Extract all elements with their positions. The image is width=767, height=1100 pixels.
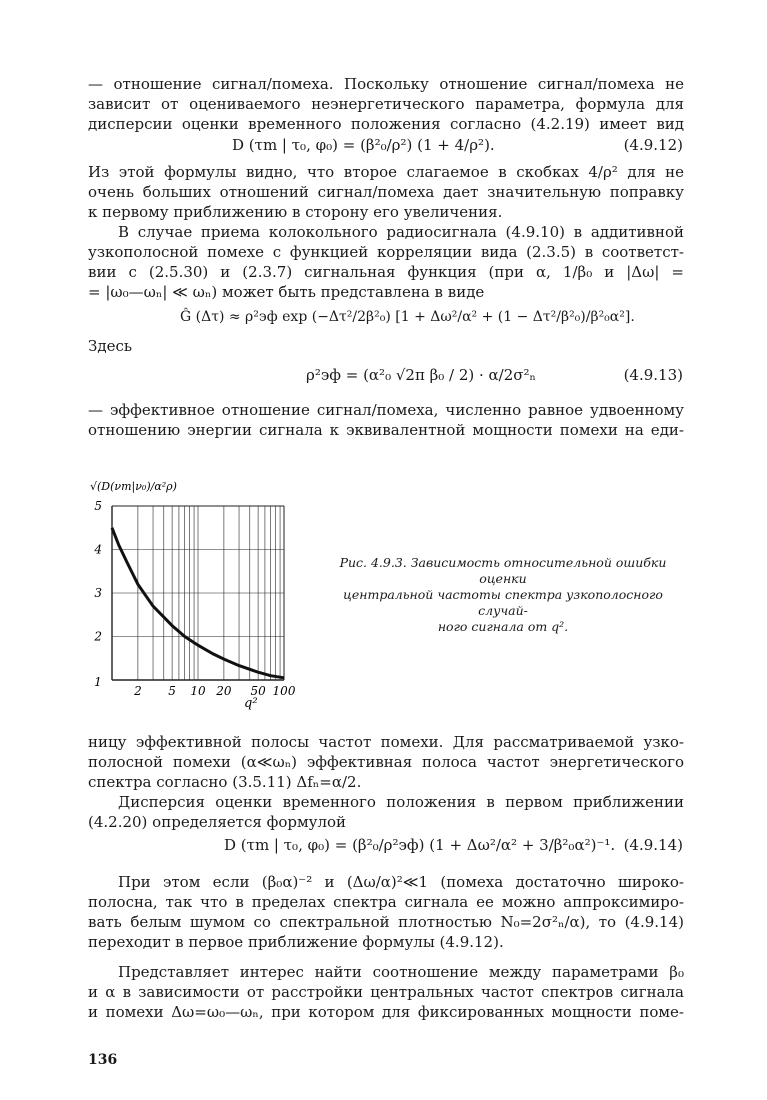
x-axis-label: q²	[244, 696, 258, 711]
x-tick-label: 10	[190, 684, 206, 698]
text-line: и помехи Δω=ω₀—ωₙ, при котором для фиксированных мощности поме-	[88, 1003, 684, 1021]
x-tick-label: 50	[250, 684, 266, 698]
formula-signal-function: Ĝ (Δτ) ≈ ρ²эф exp (−Δτ²/2β²₀) [1 + Δω²/α² + (1 − Δτ²/β²₀)/β²₀α²].	[180, 309, 635, 325]
text-line: — эффективное отношение сигнал/помеха, численно равное удвоенному	[88, 401, 684, 419]
formula-4-9-14: D (τm | τ₀, φ₀) = (β²₀/ρ²эф) (1 + Δω²/α² + 3/β²₀α²)⁻¹.	[224, 836, 616, 854]
x-tick-label: 20	[216, 684, 232, 698]
text-line: Представляет интерес найти соотношение между параметрами β₀	[118, 963, 684, 981]
text-line: переходит в первое приближение формулы (4.9.12).	[88, 933, 504, 951]
text-line: зависит от оцениваемого неэнергетического параметра, формула для	[88, 95, 684, 113]
text-line: вии с (2.5.30) и (2.3.7) сигнальная функция (при α, 1/β₀ и |Δω| =	[88, 263, 684, 281]
text-line: полосна, так что в пределах спектра сигнала ее можно аппроксимиро-	[88, 893, 684, 911]
x-origin-label: 1	[94, 675, 102, 689]
text-line: дисперсии оценки временного положения согласно (4.2.19) имеет вид	[88, 115, 684, 133]
figure-caption	[322, 555, 684, 635]
text-line: и α в зависимости от расстройки центральных частот спектров сигнала	[88, 983, 684, 1001]
caption-line: Рис. 4.9.3. Зависимость относительной ошибки оценки	[339, 555, 667, 586]
x-tick-label: 5	[168, 684, 176, 698]
formula-4-9-13: ρ²эф = (α²₀ √2π β₀ / 2) · α/2σ²ₙ	[306, 366, 537, 384]
text-line: (4.2.20) определяется формулой	[88, 813, 347, 831]
text-line: узкополосной помехе с функцией корреляции вида (2.3.5) в соответст-	[88, 243, 684, 261]
x-tick-label: 100	[272, 684, 296, 698]
text-line: — отношение сигнал/помеха. Поскольку отношение сигнал/помеха не	[88, 75, 684, 93]
equation-number: (4.9.13)	[623, 366, 683, 384]
text-line: Дисперсия оценки временного положения в первом приближении	[118, 793, 684, 811]
y-tick-label: 5	[94, 499, 102, 513]
text-word: Здесь	[88, 337, 133, 355]
x-tick-label: 2	[134, 684, 142, 698]
caption-line: ного сигнала от q².	[437, 619, 569, 634]
y-axis-label: √(D(νm|ν₀)/α²ρ)	[90, 480, 177, 493]
text-line: очень больших отношений сигнал/помеха дает значительную поправку	[88, 183, 684, 201]
text-line: полосной помехи (α≪ωₙ) эффективная полоса частот энергетического	[88, 753, 684, 771]
text-line: спектра согласно (3.5.11) Δfₙ=α/2.	[88, 773, 362, 791]
text-line: к первому приближению в сторону его увеличения.	[88, 203, 503, 221]
y-tick-label: 2	[94, 629, 102, 644]
equation-number: (4.9.14)	[623, 836, 683, 854]
text-line: вать белым шумом со спектральной плотностью N₀=2σ²ₙ/α), то (4.9.14)	[88, 913, 684, 931]
equation-number: (4.9.12)	[623, 136, 683, 154]
caption-line: центральной частоты спектра узкополосного случай-	[343, 587, 663, 618]
text-line: отношению энергии сигнала к эквивалентной мощности помехи на еди-	[88, 421, 684, 439]
text-line: = |ω₀—ωₙ| ≪ ωₙ) может быть представлена в виде	[88, 283, 485, 301]
page-number: 136	[88, 1052, 118, 1068]
y-tick-label: 3	[94, 586, 102, 600]
text-line: В случае приема колокольного радиосигнала (4.9.10) в аддитивной	[118, 223, 684, 241]
text-line: При этом если (β₀α)⁻² и (Δω/α)²≪1 (помеха достаточно широко-	[118, 873, 684, 891]
y-tick-label: 4	[94, 542, 102, 557]
formula-4-9-12: D (τm | τ₀, φ₀) = (β²₀/ρ²) (1 + 4/ρ²).	[232, 136, 495, 154]
figure-chart	[84, 458, 314, 720]
text-line: Из этой формулы видно, что второе слагаемое в скобках 4/ρ² для не	[88, 163, 684, 181]
text-line: ницу эффективной полосы частот помехи. Для рассматриваемой узко-	[88, 733, 684, 751]
